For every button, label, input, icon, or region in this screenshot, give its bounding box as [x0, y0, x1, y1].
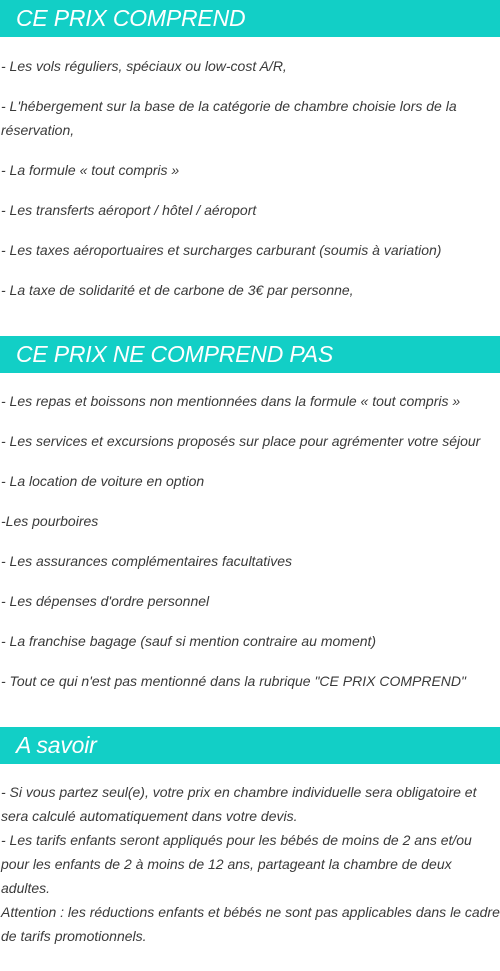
list-item: - Les transferts aéroport / hôtel / aéroport	[1, 202, 257, 218]
section-title-ce-prix-comprend: CE PRIX COMPREND	[0, 0, 500, 37]
section-title-a-savoir: A savoir	[0, 727, 500, 764]
list-item: - Les taxes aéroportuaires et surcharges carburant (soumis à variation)	[1, 242, 442, 258]
list-item: - La taxe de solidarité et de carbone de 3€ par personne,	[1, 282, 354, 298]
list-item: - Les assurances complémentaires facultatives	[1, 553, 293, 569]
a-savoir-line: - Les tarifs enfants seront appliqués pour les bébés de moins de 2 ans et/ou pour les enfants de 2 à moins de 12 ans, partageant la chambre de deux adultes.	[1, 832, 472, 896]
list-item: - La location de voiture en option	[1, 473, 205, 489]
list-item: - Tout ce qui n'est pas mentionné dans la rubrique "CE PRIX COMPREND"	[1, 673, 466, 689]
a-savoir-line: - Si vous partez seul(e), votre prix en chambre individuelle sera obligatoire et sera calculé automatiquement dans votre devis.	[1, 784, 477, 824]
list-item: - Les services et excursions proposés sur place pour agrémenter votre séjour	[1, 433, 481, 449]
section-title-ce-prix-ne-comprend-pas: CE PRIX NE COMPREND PAS	[0, 336, 500, 373]
list-item: -Les pourboires	[1, 513, 99, 529]
list-item: - Les repas et boissons non mentionnées dans la formule « tout compris »	[1, 393, 461, 409]
list-item: - L'hébergement sur la base de la catégorie de chambre choisie lors de la réservation,	[1, 98, 457, 138]
excluded-list	[0, 389, 500, 693]
list-item: - Les dépenses d'ordre personnel	[1, 593, 210, 609]
a-savoir-paragraph	[0, 780, 500, 948]
included-list	[0, 54, 500, 302]
list-item: - La formule « tout compris »	[1, 162, 180, 178]
list-item: - La franchise bagage (sauf si mention contraire au moment)	[1, 633, 377, 649]
list-item: - Les vols réguliers, spéciaux ou low-cost A/R,	[1, 58, 287, 74]
a-savoir-line: Attention : les réductions enfants et bébés ne sont pas applicables dans le cadre de tarifs promotionnels.	[1, 904, 500, 944]
